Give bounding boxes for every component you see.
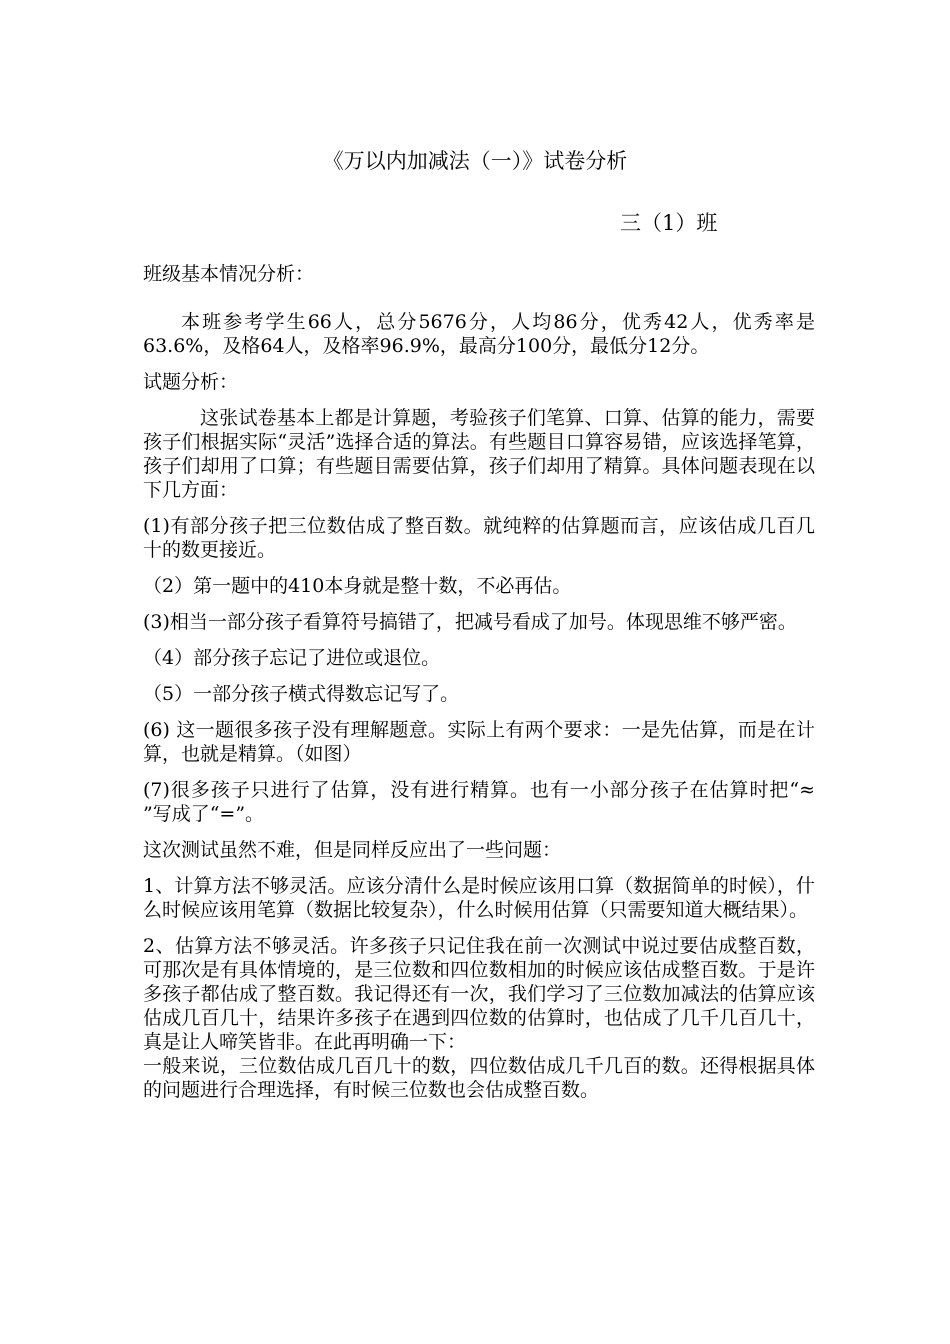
- section-heading-questions: 试题分析：: [143, 371, 239, 393]
- question-paragraph: 这张试卷基本上都是计算题，考验孩子们笔算、口算、估算的能力，需要孩子们根据实际“灵活”选择合适的算法。有些题目口算容易错，应该选择笔算，孩子们却用了口算；有些题目需要估算，孩子们却用了精算。具体问题表现在以下几方面：: [143, 407, 815, 501]
- issue-item: (6) 这一题很多孩子没有理解题意。实际上有两个要求：一是先估算，而是在计算，也就是精算。（如图）: [143, 719, 815, 765]
- issue-item: （4）部分孩子忘记了进位或退位。: [143, 647, 441, 669]
- issue-item: (1)有部分孩子把三位数估成了整百数。就纯粹的估算题而言，应该估成几百几十的数更接近。: [143, 515, 815, 561]
- class-name: 三（1）班: [620, 211, 718, 235]
- basic-paragraph: 本班参考学生66人，总分5676分，人均86分，优秀42人，优秀率是63.6%，及格64人，及格率96.9%，最高分100分，最低分12分。: [143, 311, 815, 357]
- document-body: [143, 262, 815, 1114]
- issue-item: （5）一部分孩子横式得数忘记写了。: [143, 683, 460, 705]
- problem-item: 2、估算方法不够灵活。许多孩子只记住我在前一次测试中说过要估成整百数，可那次是有具体情境的，是三位数和四位数相加的时候应该估成整百数。于是许多孩子都估成了整百数。我记得还有一次，我们学习了三位数加减法的估算应该估成几百几十，结果许多孩子在遇到四位数的估算时，也估成了几千几百几十，真是让人啼笑皆非。在此再明确一下：: [143, 935, 815, 1053]
- issue-item: (7)很多孩子只进行了估算，没有进行精算。也有一小部分孩子在估算时把“≈ ”写成了“=”。: [143, 779, 815, 825]
- document-title: 《万以内加减法（一）》试卷分析: [322, 149, 628, 173]
- closing-paragraph: 一般来说，三位数估成几百几十的数，四位数估成几千几百的数。还得根据具体的问题进行合理选择，有时候三位数也会估成整百数。: [143, 1055, 815, 1101]
- section-heading-basic: 班级基本情况分析：: [143, 263, 315, 285]
- issue-item: （2）第一题中的410本身就是整十数，不必再估。: [143, 575, 572, 597]
- issue-item: (3)相当一部分孩子看算符号搞错了，把减号看成了加号。体现思维不够严密。: [143, 611, 797, 633]
- problem-item: 1、计算方法不够灵活。应该分清什么是时候应该用口算（数据简单的时候），什么时候应该用笔算（数据比较复杂），什么时候用估算（只需要知道大概结果）。: [143, 875, 815, 921]
- summary-intro: 这次测试虽然不难，但是同样反应出了一些问题：: [143, 839, 562, 861]
